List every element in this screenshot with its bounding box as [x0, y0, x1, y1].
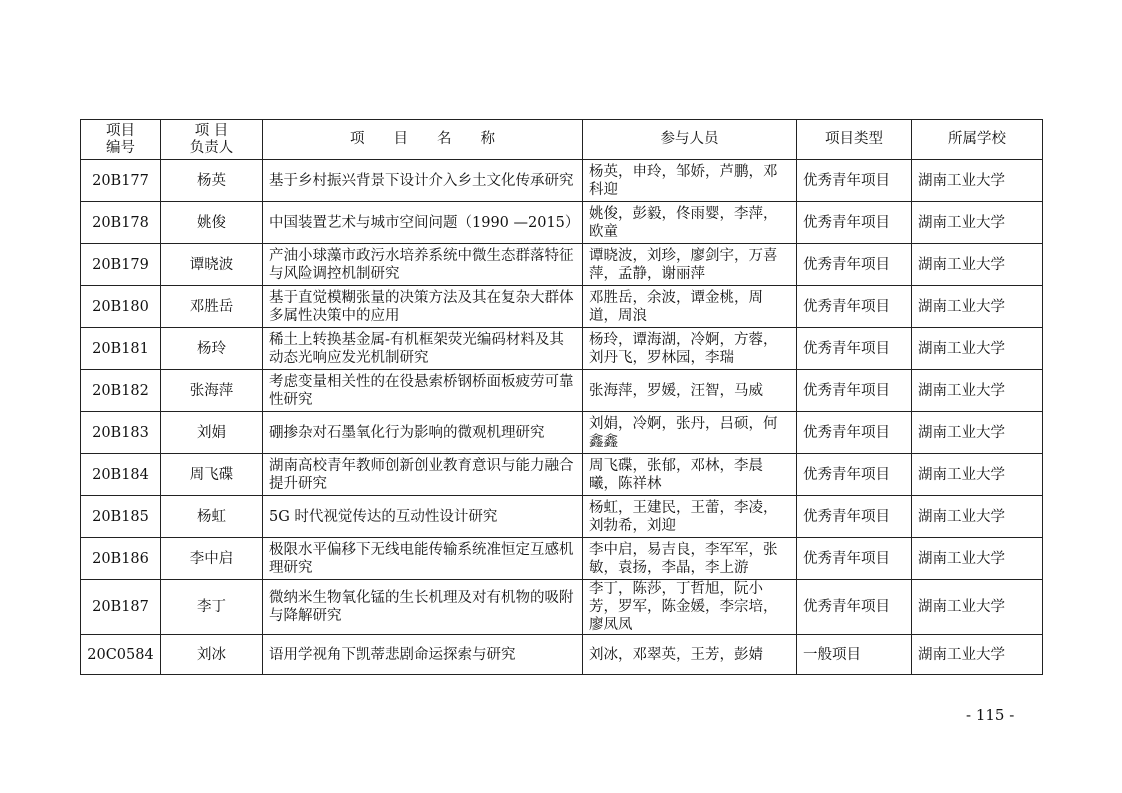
cell-project-type: 优秀青年项目 [797, 244, 912, 286]
cell-project-id: 20B181 [81, 328, 161, 370]
table-row [81, 202, 1043, 244]
cell-project-name: 湖南高校青年教师创新创业教育意识与能力融合提升研究 [263, 454, 583, 496]
cell-project-type: 优秀青年项目 [797, 454, 912, 496]
cell-members: 张海萍，罗媛，汪智，马威 [583, 370, 797, 412]
table-row [81, 496, 1043, 538]
header-members-text: 参与人员 [660, 131, 719, 147]
table-row [81, 454, 1043, 496]
cell-school: 湖南工业大学 [912, 454, 1043, 496]
cell-project-type: 一般项目 [797, 635, 912, 675]
table-body [81, 160, 1043, 675]
header-project-id-text: 项目 编号 [106, 122, 135, 156]
table-row [81, 160, 1043, 202]
cell-project-name: 硼掺杂对石墨氧化行为影响的微观机理研究 [263, 412, 583, 454]
cell-school: 湖南工业大学 [912, 328, 1043, 370]
cell-leader: 刘冰 [161, 635, 263, 675]
cell-leader: 刘娟 [161, 412, 263, 454]
table-row [81, 328, 1043, 370]
cell-project-id: 20B185 [81, 496, 161, 538]
cell-project-type: 优秀青年项目 [797, 286, 912, 328]
header-project-name [263, 120, 583, 160]
header-school [912, 120, 1043, 160]
table-header-row [81, 120, 1043, 160]
cell-project-id: 20B179 [81, 244, 161, 286]
cell-project-id: 20B180 [81, 286, 161, 328]
cell-leader: 杨玲 [161, 328, 263, 370]
cell-leader: 邓胜岳 [161, 286, 263, 328]
cell-project-name: 基于直觉模糊张量的决策方法及其在复杂大群体多属性决策中的应用 [263, 286, 583, 328]
cell-leader: 杨英 [161, 160, 263, 202]
cell-project-id: 20B182 [81, 370, 161, 412]
header-project-id [81, 120, 161, 160]
cell-members: 李丁，陈莎，丁哲旭，阮小芳，罗军，陈金媛，李宗培，廖凤凤 [583, 580, 797, 635]
table-row [81, 580, 1043, 635]
cell-project-type: 优秀青年项目 [797, 202, 912, 244]
table-row [81, 286, 1043, 328]
cell-members: 邓胜岳，余波，谭金桃，周道，周浪 [583, 286, 797, 328]
cell-leader: 姚俊 [161, 202, 263, 244]
cell-project-id: 20B184 [81, 454, 161, 496]
cell-members: 谭晓波，刘珍，廖剑宇，万喜萍，孟静，谢丽萍 [583, 244, 797, 286]
header-leader-text: 项 目 负责人 [189, 122, 234, 156]
cell-project-id: 20B187 [81, 580, 161, 635]
cell-project-name: 语用学视角下凯蒂悲剧命运探索与研究 [263, 635, 583, 675]
cell-members: 杨玲，谭海湖，冷婀，方蓉，刘丹飞，罗林园，李瑞 [583, 328, 797, 370]
cell-school: 湖南工业大学 [912, 412, 1043, 454]
cell-school: 湖南工业大学 [912, 160, 1043, 202]
cell-project-name: 稀土上转换基金属-有机框架荧光编码材料及其动态光响应发光机制研究 [263, 328, 583, 370]
cell-leader: 李丁 [161, 580, 263, 635]
table-row [81, 538, 1043, 580]
cell-members: 姚俊，彭毅，佟雨婴，李萍，欧童 [583, 202, 797, 244]
cell-leader: 杨虹 [161, 496, 263, 538]
cell-project-type: 优秀青年项目 [797, 328, 912, 370]
header-project-type-text: 项目类型 [825, 131, 883, 147]
table-row [81, 370, 1043, 412]
cell-project-type: 优秀青年项目 [797, 160, 912, 202]
cell-project-name: 产油小球藻市政污水培养系统中微生态群落特征与风险调控机制研究 [263, 244, 583, 286]
header-project-type [797, 120, 912, 160]
cell-project-id: 20B177 [81, 160, 161, 202]
cell-project-id: 20B186 [81, 538, 161, 580]
cell-members: 李中启，易吉良，李军军，张敏，袁扬，李晶，李上游 [583, 538, 797, 580]
header-leader [161, 120, 263, 160]
cell-project-name: 基于乡村振兴背景下设计介入乡土文化传承研究 [263, 160, 583, 202]
header-school-text: 所属学校 [948, 131, 1006, 147]
cell-project-name: 微纳米生物氧化锰的生长机理及对有机物的吸附与降解研究 [263, 580, 583, 635]
cell-project-type: 优秀青年项目 [797, 538, 912, 580]
cell-project-name: 考虑变量相关性的在役悬索桥钢桥面板疲劳可靠性研究 [263, 370, 583, 412]
cell-school: 湖南工业大学 [912, 244, 1043, 286]
cell-school: 湖南工业大学 [912, 538, 1043, 580]
cell-leader: 周飞碟 [161, 454, 263, 496]
project-table [80, 119, 1043, 675]
cell-leader: 谭晓波 [161, 244, 263, 286]
cell-project-type: 优秀青年项目 [797, 496, 912, 538]
table-row [81, 412, 1043, 454]
cell-leader: 张海萍 [161, 370, 263, 412]
cell-members: 刘冰，邓翠英，王芳，彭婧 [583, 635, 797, 675]
cell-project-id: 20C0584 [81, 635, 161, 675]
cell-project-name: 中国装置艺术与城市空间问题（1990 —2015） [263, 202, 583, 244]
cell-leader: 李中启 [161, 538, 263, 580]
cell-project-id: 20B183 [81, 412, 161, 454]
cell-school: 湖南工业大学 [912, 202, 1043, 244]
cell-members: 周飞碟，张郁，邓林，李晨曦，陈祥林 [583, 454, 797, 496]
cell-school: 湖南工业大学 [912, 370, 1043, 412]
cell-members: 杨虹，王建民，王蕾，李凌，刘勃希，刘迎 [583, 496, 797, 538]
cell-project-type: 优秀青年项目 [797, 580, 912, 635]
table-row [81, 244, 1043, 286]
page-number: - 115 - [966, 706, 1015, 724]
cell-school: 湖南工业大学 [912, 635, 1043, 675]
header-members [583, 120, 797, 160]
cell-project-id: 20B178 [81, 202, 161, 244]
cell-project-type: 优秀青年项目 [797, 412, 912, 454]
header-project-name-text: 项 目 名 称 [350, 131, 495, 147]
cell-members: 刘娟，冷婀，张丹，吕硕，何鑫鑫 [583, 412, 797, 454]
cell-project-type: 优秀青年项目 [797, 370, 912, 412]
cell-school: 湖南工业大学 [912, 580, 1043, 635]
cell-school: 湖南工业大学 [912, 496, 1043, 538]
cell-members: 杨英，申玲，邹娇，芦鹏，邓科迎 [583, 160, 797, 202]
cell-project-name: 极限水平偏移下无线电能传输系统准恒定互感机理研究 [263, 538, 583, 580]
cell-school: 湖南工业大学 [912, 286, 1043, 328]
cell-project-name: 5G 时代视觉传达的互动性设计研究 [263, 496, 583, 538]
table-row [81, 635, 1043, 675]
